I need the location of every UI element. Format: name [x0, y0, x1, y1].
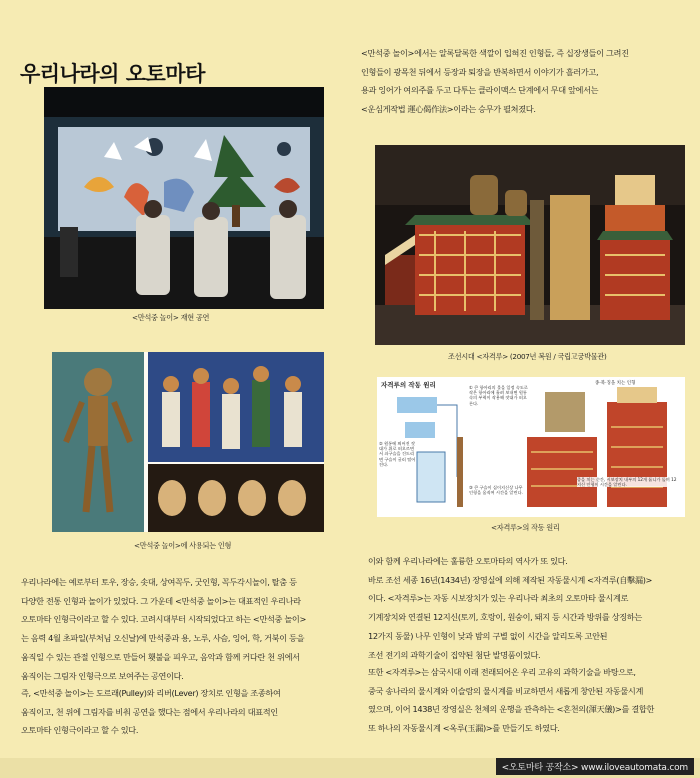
body-line: 이와 함께 우리나라에는 훌륭한 오토마타의 역사가 또 있다.: [368, 556, 568, 566]
caption-jagyeongnu: 조선시대 <자격루> (2007년 복원 / 국립고궁박물관): [448, 352, 607, 361]
body-right-paragraph-1: [368, 552, 652, 664]
footer-bar: [0, 758, 700, 778]
caption-puppets: <만석중 놀이>에 사용되는 인형: [134, 541, 232, 550]
diagram-note-1: ① 큰 항아리의 물을 일정 속도로 작은 항아리에 흘려 보내면 원통 속의 부력이 작용해 잣대가 떠오른다.: [469, 385, 528, 406]
puppet-collage: [52, 352, 324, 532]
intro-line: <운심게작법 運心偈作法>이라는 승무가 펼쳐졌다.: [361, 104, 536, 115]
footer-credit[interactable]: <오토마타 공작소> www.iloveautomata.com: [496, 758, 694, 775]
principle-illustration: [377, 377, 685, 517]
body-line: 는 음력 4월 초파일(부처님 오신날)에 만석중과 용, 노루, 사슴, 잉어, 학, 거북이 등을: [21, 633, 305, 644]
body-line: 기계장치와 연결된 12지신(토끼, 호랑이, 원숭이, 돼지 등 시간과 방위를 상징하는: [368, 612, 642, 623]
body-line: 오토마타 인형극이라고 할 수 있다. 고려시대부터 시작되었다고 하는 <만석중 놀이>: [21, 614, 306, 625]
intro-line: 용과 잉어가 여의주를 두고 다투는 클라이맥스 단계에서 무대 앞에서는: [361, 85, 599, 96]
caption-performance: <만석중 놀이> 재현 공연: [132, 313, 210, 322]
body-right-paragraph-2: [368, 663, 654, 738]
body-line: 움직이고, 천 위에 그림자를 비춰 공연을 했다는 점에서 우리나라의 대표적인: [21, 706, 278, 717]
body-line: 바로 조선 세종 16년(1434년) 장영실에 의해 제작된 자동물시계 <자격루(自擊漏)>: [368, 574, 653, 585]
puppet-illustration: [52, 352, 324, 532]
performance-illustration: [44, 87, 324, 309]
body-line: 또한 <자격루>는 삼국시대 이래 전래되어온 우리 고유의 과학기술을 바탕으로,: [368, 667, 636, 677]
body-line: 중국 송나라의 물시계와 이슬람의 물시계를 비교하면서 새롭게 창안된 자동물시계: [368, 685, 644, 696]
body-line: 12가지 동물) 나무 인형이 낮과 밤의 구별 없이 시간을 알리도록 고안된: [368, 630, 608, 641]
diagram-note-2: ② 원통에 띄어진 잣대가 위로 떠오르면서 쇠구슬을 건드리면 구슬이 굴러 떨어진다.: [379, 441, 416, 467]
page-title: 우리나라의 오토마타: [20, 62, 205, 86]
body-line: 이다. <자격루>는 자동 시보장치가 있는 우리나라 최초의 오토마타 물시계로: [368, 593, 629, 604]
intro-paragraph: [361, 44, 629, 119]
body-line: 조선 전기의 과학기술이 집약된 첨단 발명품이었다.: [368, 649, 541, 660]
body-left-paragraph-1: [21, 573, 306, 685]
performance-photo: [44, 87, 324, 309]
intro-line: <만석중 놀이>에서는 알록달록한 색깔이 입혀진 인형들, 즉 십장생들이 그려진: [361, 48, 629, 58]
body-left-paragraph-2: [21, 684, 281, 740]
diagram-title: 자격루의 작동 원리: [381, 381, 436, 389]
body-line: 우리나라에는 예로부터 토우, 장승, 솟대, 상여꼭두, 굿인형, 꼭두각시놀이, 탈춤 등: [21, 577, 297, 587]
caption-principle: <자격루>의 작동 원리: [491, 523, 560, 532]
jagyeongnu-illustration: [375, 145, 685, 345]
body-line: 즉, <만석중 놀이>는 도르래(Pulley)와 리버(Lever) 장치로 인형을 조종하여: [21, 688, 281, 698]
body-line: 였으며, 이어 1438년 장영실은 천체의 운행을 관측하는 <혼천의(渾天儀)>를 결합한: [368, 704, 655, 715]
intro-line: 인형들이 광목천 뒤에서 등장과 퇴장을 반복하면서 이야기가 흘러가고,: [361, 66, 599, 77]
diagram-side-note: 종을 치는 순간, 시보장치 내부의 12개 톱니가 돌며 12지신 인형이 시간을 알린다.: [577, 477, 677, 488]
body-line: 다양한 전통 인형과 놀이가 있었다. 그 가운데 <만석중 놀이>는 대표적인 우리나라: [21, 595, 301, 606]
principle-diagram: [377, 377, 685, 517]
body-line: 또 하나의 자동물시계 <옥루(玉漏)>를 만들기도 하였다.: [368, 723, 560, 734]
body-line: 움직일 수 있는 관절 인형으로 만들어 횃불을 피우고, 음악과 함께 커다란 천 위에서: [21, 651, 300, 662]
diagram-side-top: 종·북·징을 치는 인형: [595, 381, 636, 386]
diagram-note-3: ③ 큰 구슬이 십이지신상 나무 인형을 움직여 시간을 알린다.: [469, 485, 523, 496]
body-line: 오토마타 인형극이라고 할 수 있다.: [21, 725, 139, 736]
jagyeongnu-photo: [375, 145, 685, 345]
body-line: 움직이는 그림자 인형극으로 보여주는 공연이다.: [21, 670, 184, 681]
